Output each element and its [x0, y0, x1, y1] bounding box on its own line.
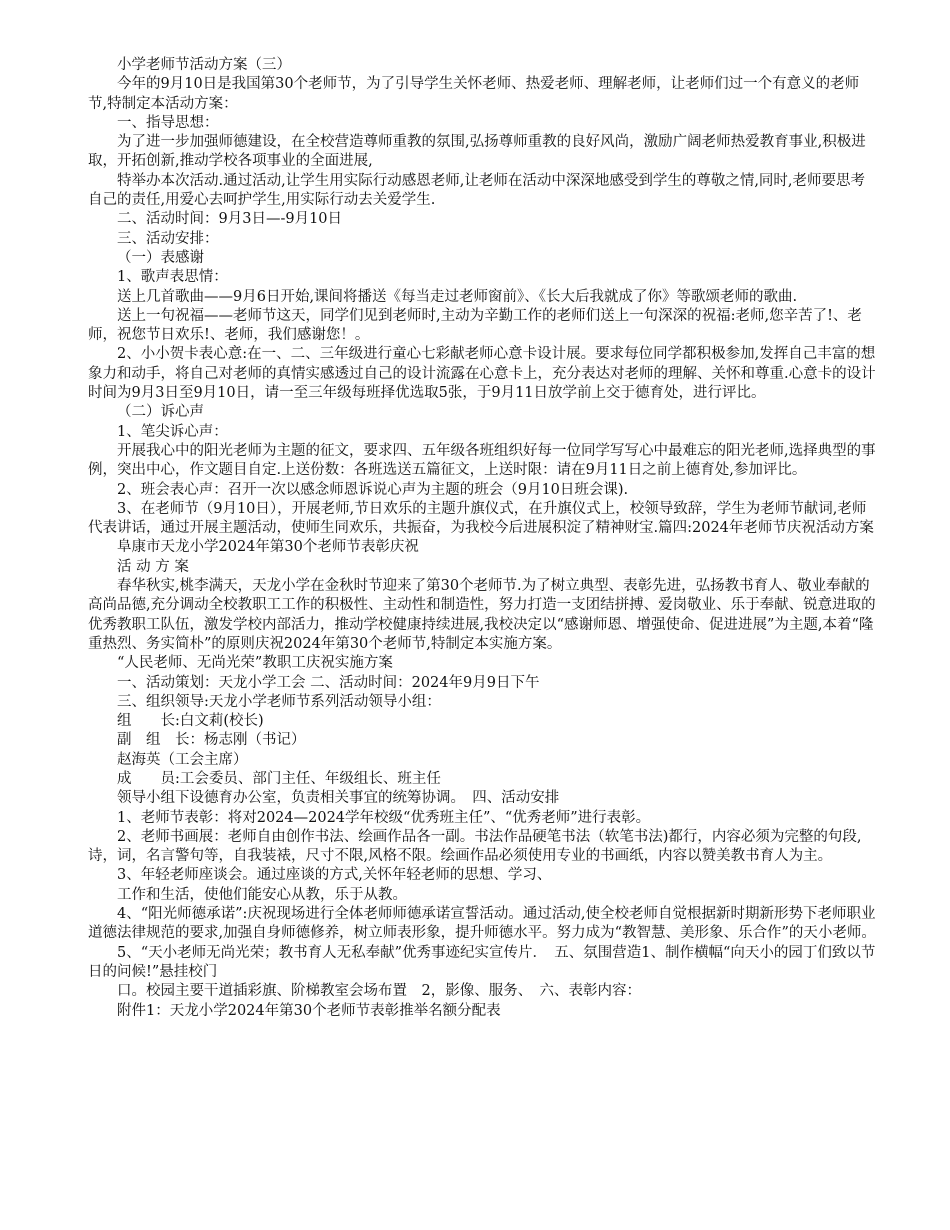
document-body: [88, 56, 878, 1021]
paragraph: 口。校园主要干道插彩旗、阶梯教室会场布置 2，影像、服务、 六、表彰内容：: [117, 983, 641, 1000]
paragraph: 5、“天小老师无尚光荣；教书育人无私奉献”优秀事迹纪实宣传片． 五、氛围营造1、制作横幅“向天小的园丁们致以节日的问候!”悬挂校门: [88, 944, 876, 980]
paragraph: 三、组织领导:天龙小学老师节系列活动领导小组：: [117, 693, 441, 710]
paragraph: 特举办本次活动.通过活动,让学生用实际行动感恩老师,让老师在活动中深深地感受到学生的尊敬之情,同时,老师要思考自己的责任,用爱心去呵护学生,用实际行动去关爱学生.: [88, 172, 866, 209]
paragraph: 领导小组下设德育办公室，负责相关事宜的统筹协调。 四、活动安排: [117, 790, 560, 807]
paragraph: 附件1：天龙小学2024年第30个老师节表彰推举名额分配表: [117, 1002, 501, 1019]
paragraph: 3、在老师节（9月10日），开展老师,节日欢乐的主题升旗仪式，在升旗仪式上，校领导致辞，学生为老师节献词,老师代表讲话，通过开展主题活动，使师生同欢乐，共振奋，为我校今后进展积淀了精神财宝.篇四:2024年老师节庆祝活动方案: [88, 500, 874, 537]
paragraph: 为了进一步加强师德建设，在全校营造尊师重教的氛围,弘扬尊师重教的良好风尚，激励广阔老师热爱教育事业,积极进取，开拓创新,推动学校各项事业的全面进展,: [88, 134, 866, 170]
paragraph: 4、“阳光师德承诺”:庆祝现场进行全体老师师德承诺宣誓活动。通过活动,使全校老师自觉根据新时期新形势下老师职业道德法律规范的要求,加强自身师德修养，树立师表形象，提升师德水平。努力成为“教智慧、美形象、乐合作”的天小老师。: [88, 906, 876, 942]
paragraph: 一、指导思想：: [117, 114, 219, 131]
paragraph: 开展我心中的阳光老师为主题的征文，要求四、五年级各班组织好每一位同学写写心中最难忘的阳光老师,选择典型的事例，突出中心，作文题目自定.上送份数：各班选送五篇征文，上送时限：请在9月11日之前上德育处,参加评比。: [88, 442, 876, 479]
paragraph: 春华秋实,桃李满天，天龙小学在金秋时节迎来了第30个老师节.为了树立典型、表彰先进，弘扬教书育人、敬业奉献的高尚品德,充分调动全校教职工工作的积极性、主动性和制造性，努力打造一支团结拼搏、爱岗敬业、乐于奉献、锐意进取的优秀教职工队伍，激发学校内部活力，推动学校健康持续进展,我校决定以“感谢师恩、增强使命、促进进展”为主题,本着“隆重热烈、务实简朴”的原则庆祝2024年第30个老师节,特制定本实施方案。: [88, 578, 876, 652]
paragraph: 小学老师节活动方案（三）: [117, 57, 291, 73]
paragraph: 1、老师节表彰：将对2024—2024学年校级“优秀班主任”、“优秀老师”进行表彰。: [117, 809, 651, 826]
paragraph: 三、活动安排：: [117, 230, 219, 247]
paragraph: 活 动 方 案: [117, 558, 189, 575]
paragraph: 1、笔尖诉心声：: [117, 423, 228, 440]
paragraph: 一、活动策划：天龙小学工会 二、活动时间：2024年9月9日下午: [117, 674, 540, 691]
paragraph: 今年的9月10日是我国第30个老师节，为了引导学生关怀老师、热爱老师、理解老师，让老师们过一个有意义的老师节,特制定本活动方案：: [88, 76, 860, 112]
paragraph: 组 长:白文莉(校长): [117, 713, 264, 730]
paragraph: 1、歌声表思情：: [117, 269, 228, 286]
paragraph: 送上几首歌曲——9月6日开始,课间将播送《每当走过老师窗前》、《长大后我就成了你》等歌颂老师的歌曲.: [117, 288, 798, 305]
paragraph: 3、年轻老师座谈会。通过座谈的方式,关怀年轻老师的思想、学习、: [117, 867, 552, 884]
paragraph: “人民老师、无尚光荣”教职工庆祝实施方案: [117, 655, 393, 672]
paragraph: 2、小小贺卡表心意:在一、二、三年级进行童心七彩献老师心意卡设计展。要求每位同学都积极参加,发挥自己丰富的想象力和动手，将自己对老师的真情实感透过自己的设计流露在心意卡上，充分表达对老师的理解、关怀和尊重.心意卡的设计时间为9月3日至9月10日，请一至三年级每班择优选取5张，于9月11日放学前上交于德育处，进行评比。: [88, 346, 876, 402]
paragraph: 2、老师书画展：老师自由创作书法、绘画作品各一副。书法作品硬笔书法（软笔书法)都行，内容必须为完整的句段,诗，词，名言警句等，自我装裱，尺寸不限,风格不限。绘画作品必须使用专业的书画纸，内容以赞美教书育人为主。: [88, 828, 862, 865]
paragraph: 赵海英（工会主席）: [117, 751, 248, 768]
paragraph: （二）诉心声: [117, 404, 204, 421]
paragraph: 副 组 长：杨志刚（书记）: [117, 732, 306, 749]
paragraph: 工作和生活，使他们能安心从教，乐于从教。: [117, 886, 407, 903]
paragraph: 阜康市天龙小学2024年第30个老师节表彰庆祝: [117, 539, 419, 556]
paragraph: 2、班会表心声：召开一次以感念师恩诉说心声为主题的班会（9月10日班会课).: [117, 481, 629, 498]
paragraph: （一）表感谢: [117, 249, 204, 266]
paragraph: 成 员:工会委员、部门主任、年级组长、班主任: [117, 770, 441, 787]
paragraph: 二、活动时间：9月3日—-9月10日: [117, 211, 343, 228]
paragraph: 送上一句祝福——老师节这天，同学们见到老师时,主动为辛勤工作的老师们送上一句深深的祝福:老师,您辛苦了!、老师，祝您节日欢乐!、老师，我们感谢您！。: [88, 307, 862, 344]
